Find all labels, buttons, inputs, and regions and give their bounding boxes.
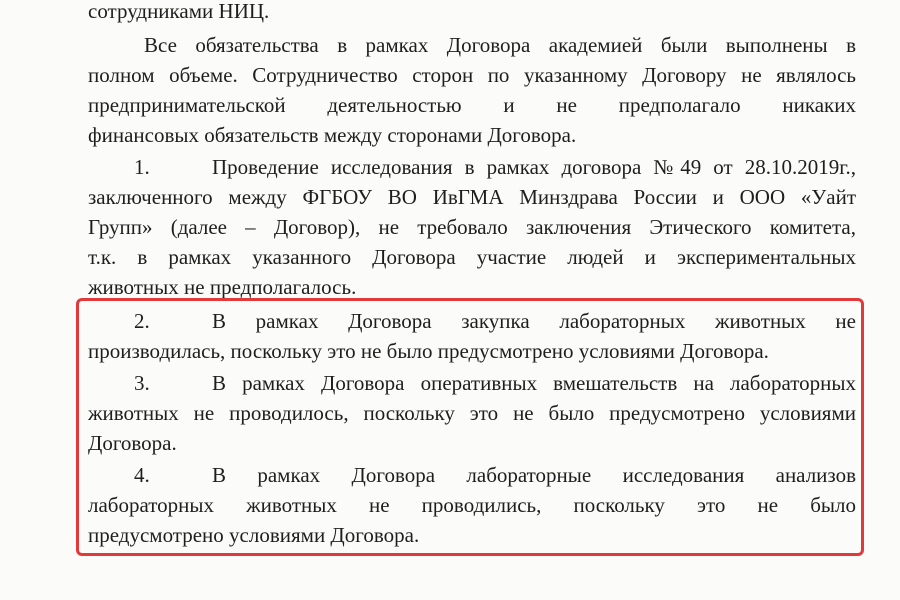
intro-paragraph bbox=[88, 30, 856, 150]
item-4-line-2: лабораторных животных не проводились, поскольку это не было bbox=[88, 493, 856, 517]
item-2-line-1: В рамках Договора закупка лабораторных животных не bbox=[212, 309, 856, 333]
item-4-paragraph bbox=[88, 460, 856, 550]
item-1-paragraph bbox=[88, 152, 856, 302]
top-fragment-paragraph bbox=[88, 0, 856, 26]
item-2-line-2: производилась, поскольку это не было предусмотрено условиями Договора. bbox=[88, 339, 769, 363]
item-3-paragraph bbox=[88, 368, 856, 458]
intro-line-1: Все обязательства в рамках Договора академией были выполнены в bbox=[144, 33, 856, 57]
item-2-paragraph bbox=[88, 306, 856, 366]
item-1-line-1: Проведение исследования в рамках договора №49 от 28.10.2019г., bbox=[212, 155, 856, 179]
item-2-first-line bbox=[88, 306, 856, 336]
item-1-number: 1. bbox=[134, 155, 150, 179]
item-4-first-line bbox=[88, 460, 856, 490]
item-1-line-3: Групп» (далее – Договор), не требовало заключения Этического комитета, bbox=[88, 215, 856, 239]
item-3-first-line bbox=[88, 368, 856, 398]
item-3-line-1: В рамках Договора оперативных вмешательств на лабораторных bbox=[212, 371, 856, 395]
item-1-first-line bbox=[88, 152, 856, 182]
intro-line-2: полном объеме. Сотрудничество сторон по указанному Договору не являлось bbox=[88, 63, 856, 87]
item-4-number: 4. bbox=[134, 463, 150, 487]
intro-line-3: предпринимательской деятельностью и не предполагало никаких bbox=[88, 93, 856, 117]
intro-line-4: финансовых обязательств между сторонами Договора. bbox=[88, 123, 577, 147]
item-1-line-2: заключенного между ФГБОУ ВО ИвГМА Минздрава России и ООО «Уайт bbox=[88, 185, 856, 209]
item-3-line-2: животных не проводилось, поскольку это не было предусмотрено условиями bbox=[88, 401, 856, 425]
item-1-line-4: т.к. в рамках указанного Договора участие людей и экспериментальных bbox=[88, 245, 856, 269]
item-4-line-1: В рамках Договора лабораторные исследования анализов bbox=[212, 463, 856, 487]
item-3-number: 3. bbox=[134, 371, 150, 395]
top-fragment-line: сотрудниками НИЦ. bbox=[88, 0, 270, 23]
item-3-line-3: Договора. bbox=[88, 431, 177, 455]
item-1-line-5: животных не предполагалось. bbox=[88, 275, 357, 299]
item-2-number: 2. bbox=[134, 309, 150, 333]
item-4-line-3: предусмотрено условиями Договора. bbox=[88, 523, 420, 547]
